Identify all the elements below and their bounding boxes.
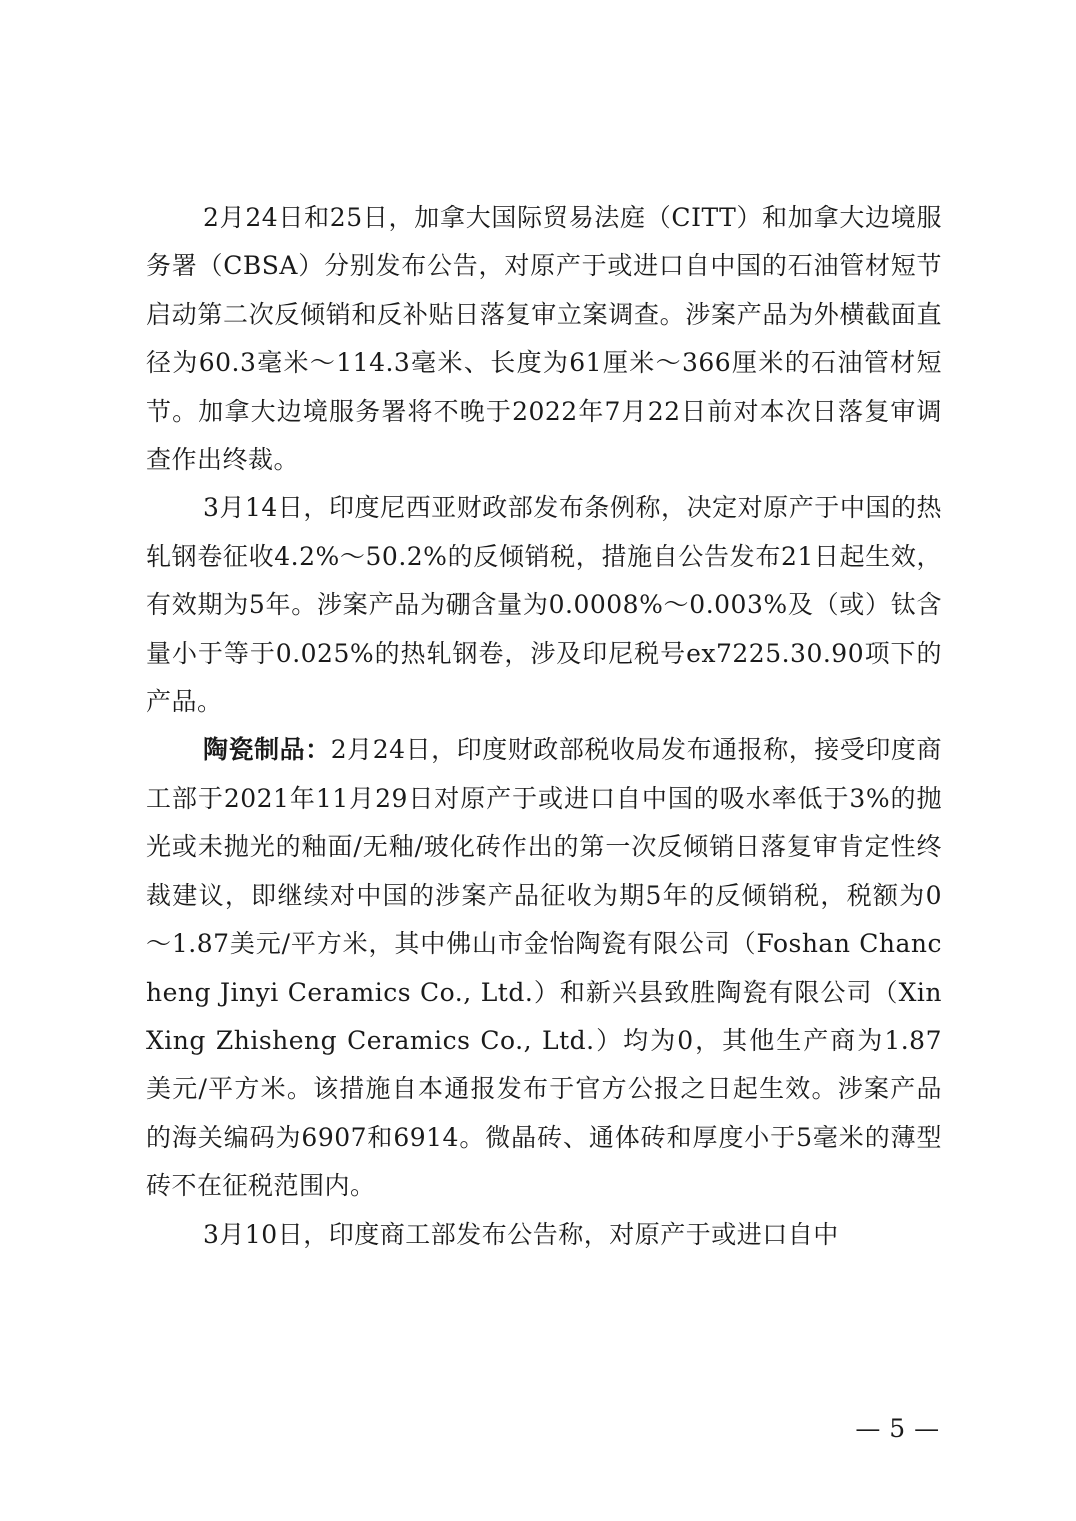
paragraph-text: 2月24日和25日，加拿大国际贸易法庭（CITT）和加拿大边境服务署（CBSA）分别发布公告，对原产于或进口自中国的石油管材短节启动第二次反倾销和反补贴日落复审立案调查。涉案产品为外横截面直径为60.3毫米～114.3毫米、长度为61厘米～366厘米的石油管材短节。加拿大边境服务署将不晚于2022年7月22日前对本次日落复审调查作出终裁。 [146, 203, 942, 475]
paragraph-text: 3月14日，印度尼西亚财政部发布条例称，决定对原产于中国的热轧钢卷征收4.2%～50.2%的反倾销税，措施自公告发布21日起生效，有效期为5年。涉案产品为硼含量为0.0008%～0.003%及（或）钛含量小于等于0.025%的热轧钢卷，涉及印尼税号ex7225.30.90项下的产品。 [146, 493, 942, 717]
paragraph-india-announcement [146, 1211, 942, 1259]
page-number: — 5 — [855, 1414, 940, 1443]
paragraph-text: 3月10日，印度商工部发布公告称，对原产于或进口自中 [203, 1219, 839, 1249]
paragraph-lead-ceramics: 陶瓷制品： [203, 735, 331, 765]
paragraph-text: 2月24日，印度财政部税收局发布通报称，接受印度商工部于2021年11月29日对原产于或进口自中国的吸水率低于3%的抛光或未抛光的釉面/无釉/玻化砖作出的第一次反倾销日落复审肯定性终裁建议，即继续对中国的涉案产品征收为期5年的反倾销税，税额为0～1.87美元/平方米，其中佛山市金怡陶瓷有限公司（Foshan Chancheng Jinyi Ceramics Co., Ltd.）和新兴县致胜陶瓷有限公司（Xin Xing Zhisheng Ceramics Co., Ltd.）均为0，其他生产商为1.87美元/平方米。该措施自本通报发布于官方公报之日起生效。涉案产品的海关编码为6907和6914。微晶砖、通体砖和厚度小于5毫米的薄型砖不在征税范围内。 [146, 735, 942, 1201]
paragraph-indonesia-steel [146, 484, 942, 726]
paragraph-canada-oil-pipe [146, 194, 942, 484]
document-body [146, 194, 942, 1259]
paragraph-ceramics [146, 726, 942, 1210]
